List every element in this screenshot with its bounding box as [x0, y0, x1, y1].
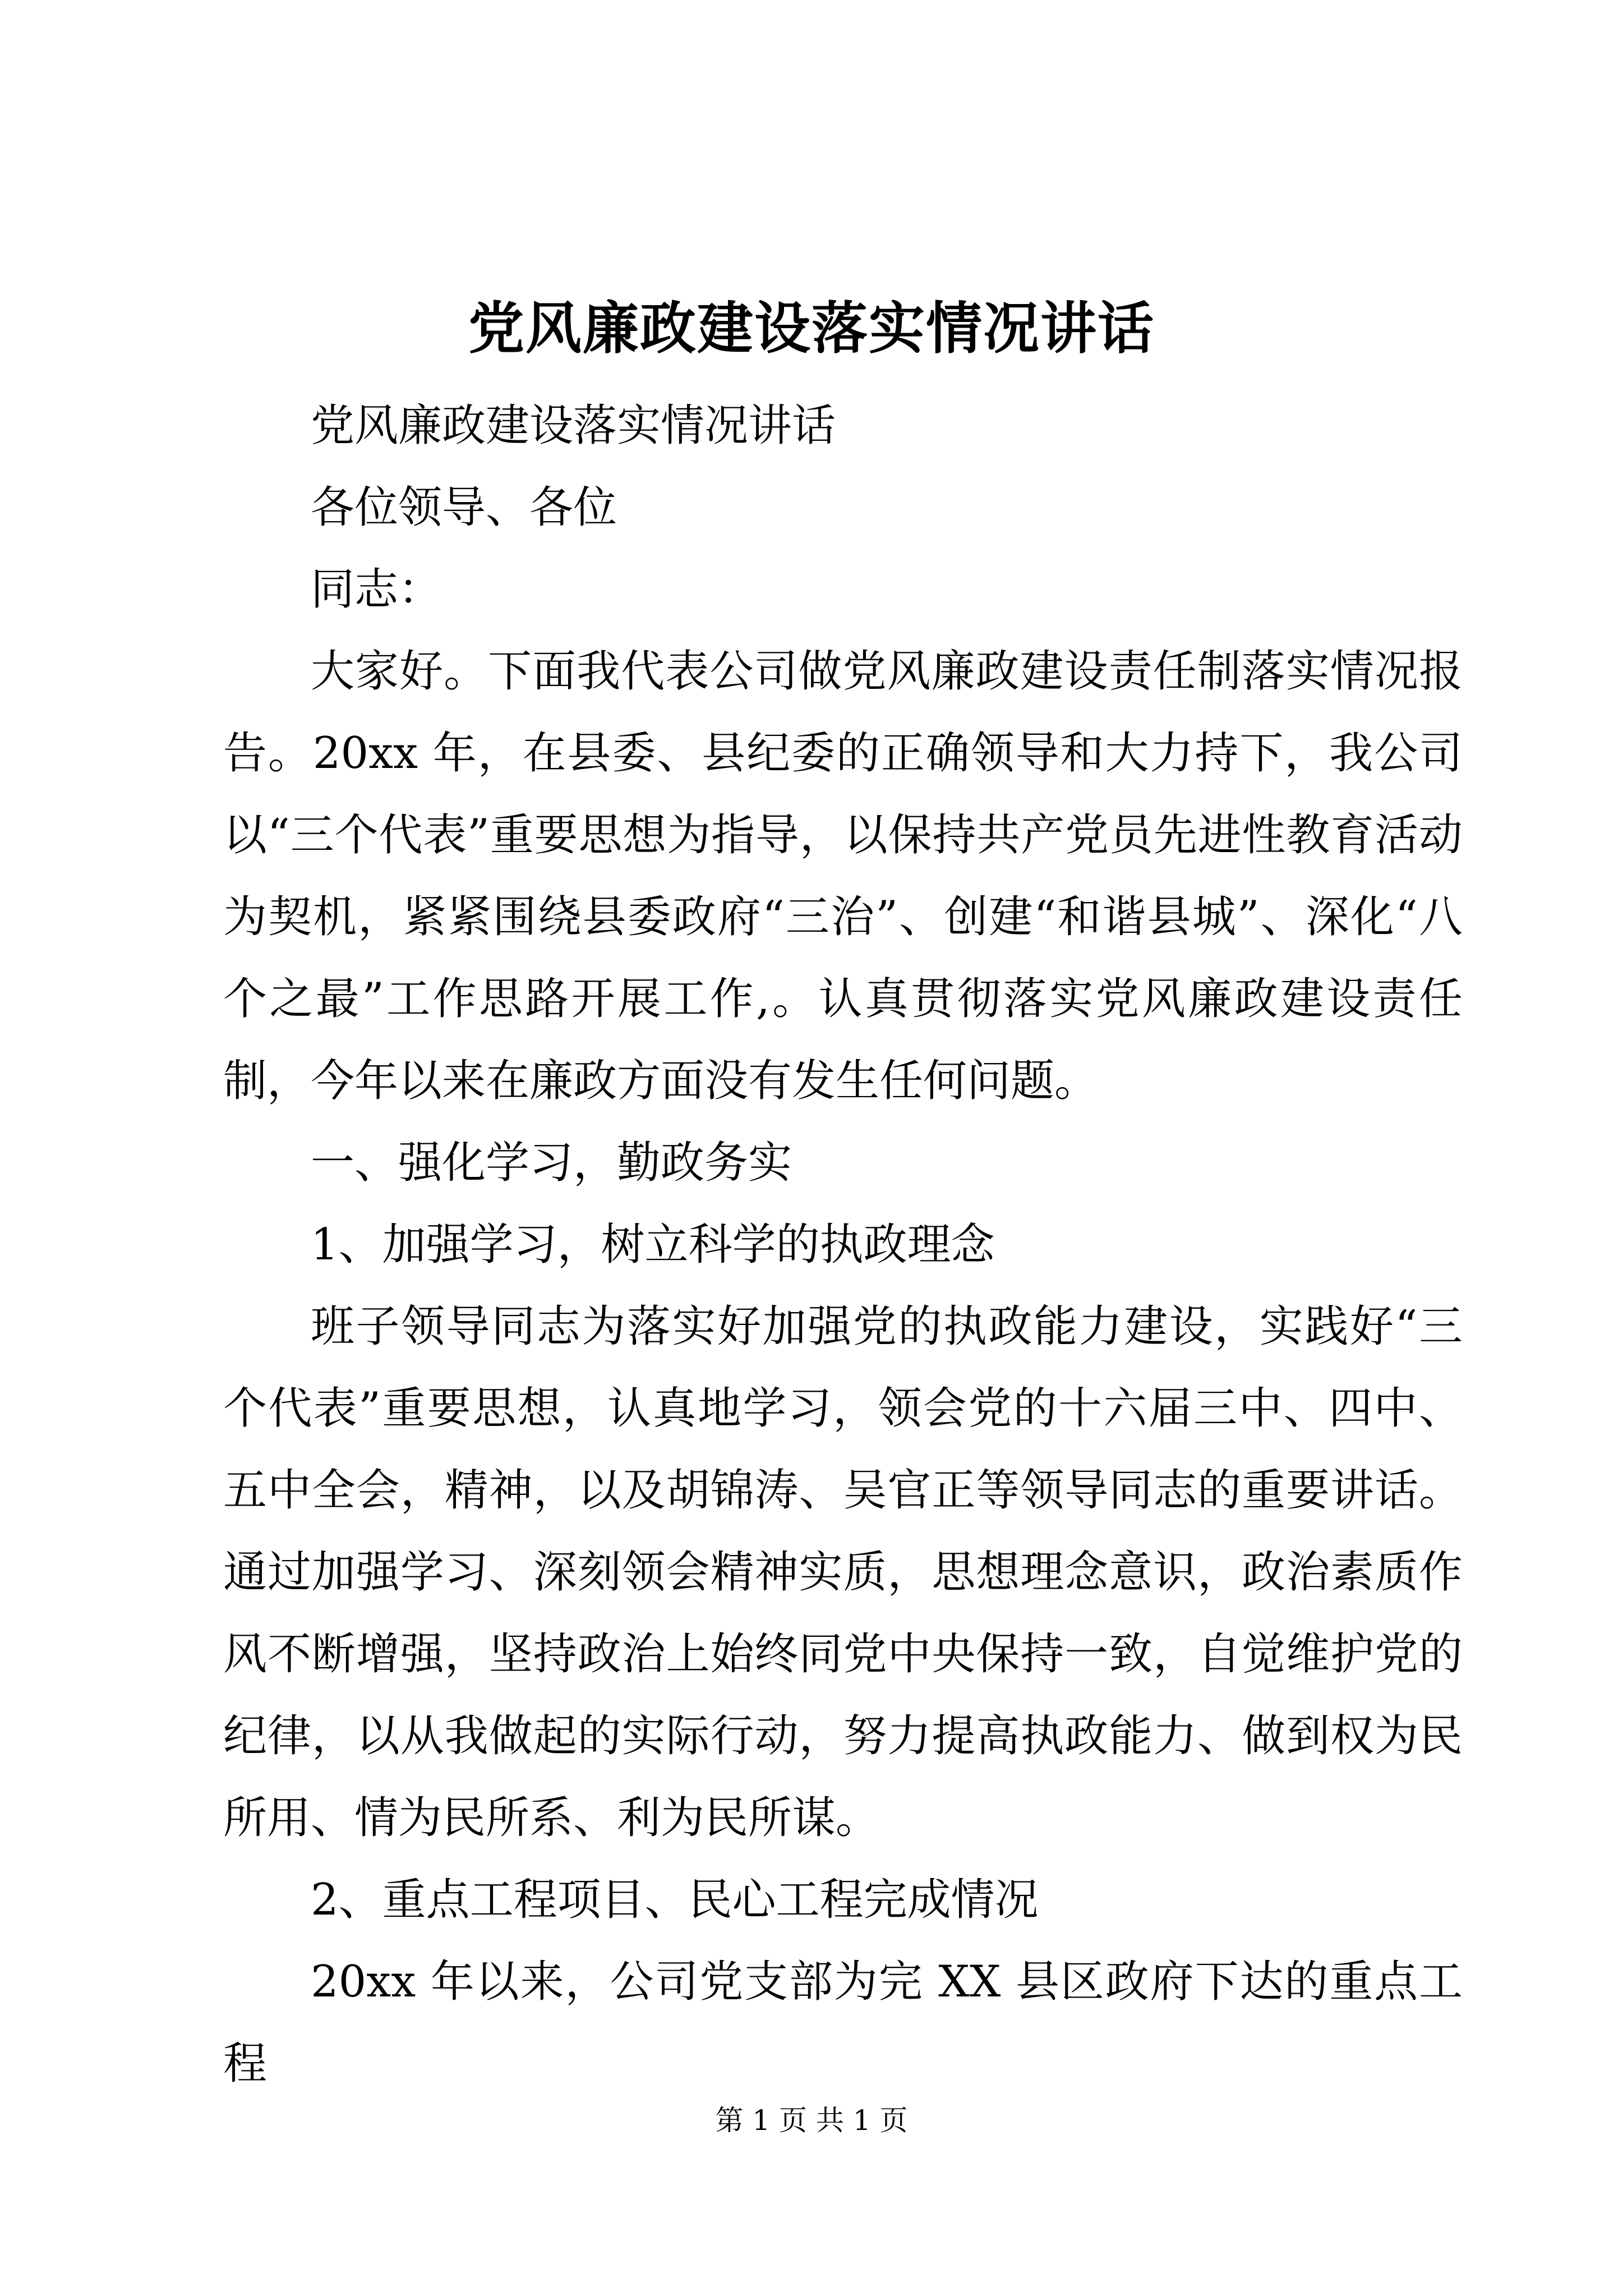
document-title: 党风廉政建设落实情况讲话	[468, 295, 1155, 361]
section-heading-1: 一、强化学习，勤政务实	[311, 1138, 792, 1188]
paragraph-salutation: 各位领导、各位	[311, 482, 617, 533]
document-body	[223, 385, 1463, 2105]
subsection-heading-1: 1、加强学习，树立科学的执政理念	[311, 1220, 995, 1270]
paragraph-salutation-cont: 同志：	[311, 564, 442, 615]
paragraph-intro: 大家好。下面我代表公司做党风廉政建设责任制落实情况报告。20xx 年，在县委、县纪委的正确领导和大力持下，我公司以“三个代表”重要思想为指导，以保持共产党员先进性教育活动为契机，紧紧围绕县委政府“三治”、创建“和谐县城”、深化“八个之最”工作思路开展工作,。认真贯彻落实党风廉政建设责任制，今年以来在廉政方面没有发生任何问题。	[223, 646, 1463, 1106]
page-footer: 第 1 页 共 1 页	[715, 2104, 908, 2137]
subsection-heading-2: 2、重点工程项目、民心工程完成情况	[311, 1875, 1039, 1925]
paragraph-projects: 20xx 年以来，公司党支部为完 XX 县区政府下达的重点工程	[223, 1957, 1463, 2089]
paragraph-heading-repeat: 党风廉政建设落实情况讲话	[311, 401, 836, 451]
paragraph-study: 班子领导同志为落实好加强党的执政能力建设，实践好“三个代表”重要思想，认真地学习，领会党的十六届三中、四中、五中全会，精神，以及胡锦涛、吴官正等领导同志的重要讲话。通过加强学习、深刻领会精神实质，思想理念意识，政治素质作风不断增强，坚持政治上始终同党中央保持一致，自觉维护党的纪律，以从我做起的实际行动，努力提高执政能力、做到权为民所用、情为民所系、利为民所谋。	[223, 1301, 1463, 1843]
